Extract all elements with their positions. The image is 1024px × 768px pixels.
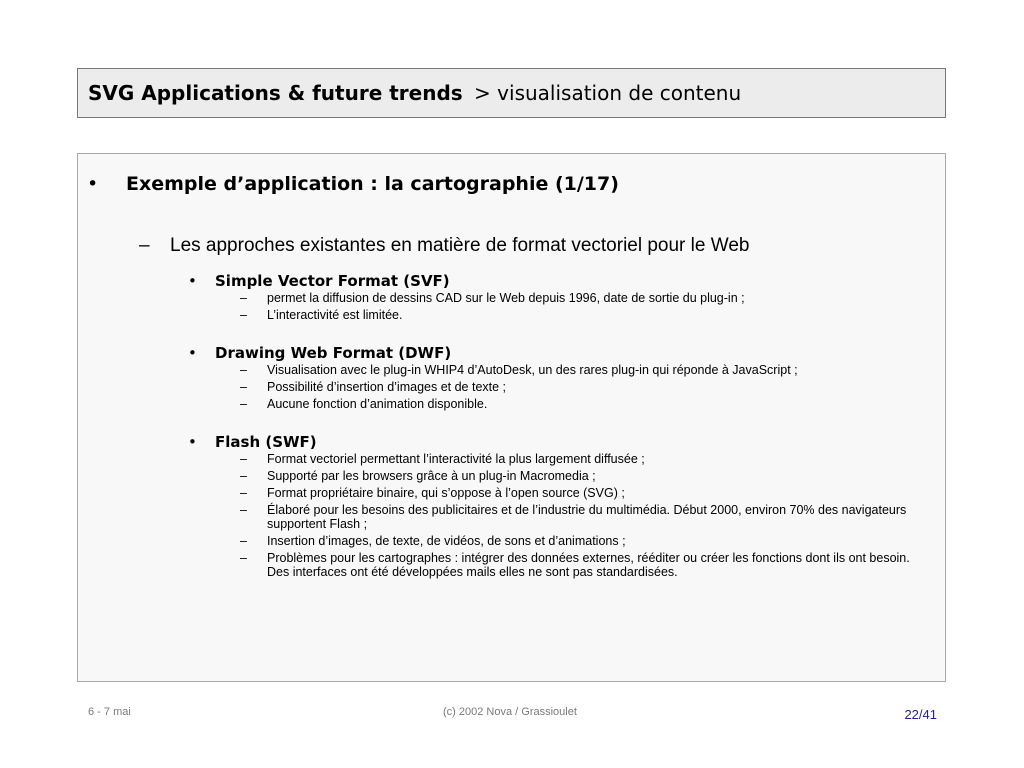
list-item-text: Format propriétaire binaire, qui s’oppose à l’open source (SVG) ; xyxy=(267,486,625,500)
sub-heading xyxy=(139,235,749,257)
bullet-marker: • xyxy=(188,272,197,290)
list-item-text: L’interactivité est limitée. xyxy=(267,308,403,322)
slide-title xyxy=(88,81,741,105)
section-items xyxy=(188,291,928,322)
section-svf xyxy=(188,272,928,325)
list-item xyxy=(188,534,928,548)
bullet-marker: • xyxy=(188,433,197,451)
dash-marker: – xyxy=(240,397,247,411)
section-flash xyxy=(188,433,928,582)
section-dwf xyxy=(188,344,928,414)
list-item xyxy=(188,469,928,483)
section-heading xyxy=(188,344,928,363)
dash-marker: – xyxy=(240,363,247,377)
list-item-text: Élaboré pour les besoins des publicitaires et de l’industrie du multimédia. Début 2000, environ 70% des navigateurs supportent Flash ; xyxy=(267,503,907,531)
dash-marker: – xyxy=(240,551,247,565)
list-item xyxy=(188,308,928,322)
sub-heading-text: Les approches existantes en matière de format vectoriel pour le Web xyxy=(170,235,750,256)
list-item-text: Aucune fonction d’animation disponible. xyxy=(267,397,488,411)
title-main: SVG Applications & future trends xyxy=(88,81,463,105)
section-heading xyxy=(188,272,928,291)
list-item-text: Insertion d’images, de texte, de vidéos, de sons et d’animations ; xyxy=(267,534,626,548)
list-item-text: Problèmes pour les cartographes : intégrer des données externes, rééditer ou créer les fonctions dont ils ont besoin. Des interfaces ont été développées mails elles ne sont pas standardisées. xyxy=(267,551,910,579)
dash-marker: – xyxy=(139,235,150,256)
list-item xyxy=(188,486,928,500)
footer-copyright: (c) 2002 Nova / Grassioulet xyxy=(443,706,577,718)
list-item xyxy=(188,452,928,466)
section-title: Simple Vector Format (SVF) xyxy=(215,272,450,290)
slide-header xyxy=(77,68,946,118)
bullet-marker: • xyxy=(87,173,99,195)
page-number: 22/41 xyxy=(904,707,937,722)
section-items xyxy=(188,452,928,579)
dash-marker: – xyxy=(240,308,247,322)
title-separator: > xyxy=(474,81,491,105)
main-bullet xyxy=(87,173,619,195)
main-bullet-text: Exemple d’application : la cartographie (1/17) xyxy=(126,173,619,195)
list-item-text: permet la diffusion de dessins CAD sur le Web depuis 1996, date de sortie du plug-in ; xyxy=(267,291,745,305)
list-item xyxy=(188,363,928,377)
dash-marker: – xyxy=(240,469,247,483)
section-title: Flash (SWF) xyxy=(215,433,317,451)
title-sub: visualisation de contenu xyxy=(497,81,742,105)
section-title: Drawing Web Format (DWF) xyxy=(215,344,452,362)
list-item xyxy=(188,291,928,305)
dash-marker: – xyxy=(240,452,247,466)
dash-marker: – xyxy=(240,380,247,394)
dash-marker: – xyxy=(240,503,247,517)
dash-marker: – xyxy=(240,534,247,548)
footer-date: 6 - 7 mai xyxy=(88,706,131,718)
dash-marker: – xyxy=(240,486,247,500)
list-item xyxy=(188,551,928,579)
content-panel xyxy=(77,153,946,682)
section-items xyxy=(188,363,928,411)
list-item-text: Format vectoriel permettant l’interactivité la plus largement diffusée ; xyxy=(267,452,645,466)
section-heading xyxy=(188,433,928,452)
dash-marker: – xyxy=(240,291,247,305)
list-item xyxy=(188,397,928,411)
list-item xyxy=(188,380,928,394)
bullet-marker: • xyxy=(188,344,197,362)
list-item xyxy=(188,503,928,531)
list-item-text: Supporté par les browsers grâce à un plug-in Macromedia ; xyxy=(267,469,596,483)
list-item-text: Visualisation avec le plug-in WHIP4 d’AutoDesk, un des rares plug-in qui réponde à JavaScript ; xyxy=(267,363,798,377)
list-item-text: Possibilité d’insertion d’images et de texte ; xyxy=(267,380,507,394)
